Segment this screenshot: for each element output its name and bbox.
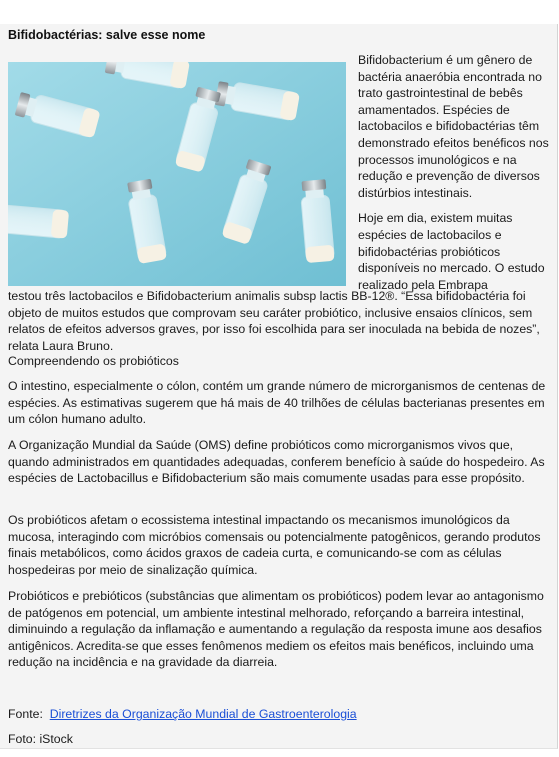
paragraph-colon-text: O intestino, especialmente o cólon, contém um grande número de microrganismos de centenas de espécies. As estimativas sugerem que há mais de 40 trilhões de células bacterianas presentes em um cólon humano adulto. — [8, 379, 546, 427]
paragraph-prebiotics — [8, 588, 549, 671]
paragraph-prebiotics-text: Probióticos e prebióticos (substâncias que alimentam os probióticos) podem levar ao antagonismo de patógenos em potencial, um ambiente intestinal melhorado, reforçando a barreira intestinal, diminuindo a regulação da inflamação e aumentando a regulação da resposta imune aos desafios antigênicos. Acredita-se que esses fenômenos mediem os efeitos mais benéficos, incluindo uma redução na incidência e na gravidade da diarreia. — [8, 589, 544, 670]
photo-credit — [8, 731, 549, 748]
paragraph-oms-text: A Organização Mundial da Saúde (OMS) define probióticos como microrganismos vivos que, quando administrados em quantidades adequadas, conferem benefício à saúde do hospedeiro. As espécies de Lactobacillus e Bifidobacterium são mais comumente usadas para esse propósito. — [8, 438, 545, 486]
article-panel — [0, 24, 558, 749]
side-column — [358, 52, 550, 293]
source-label: Fonte: — [8, 707, 43, 721]
article-title: Bifidobactérias: salve esse nome — [8, 28, 206, 42]
paragraph-ecosystem-text: Os probióticos afetam o ecossistema intestinal impactando os mecanismos imunológicos da mucosa, interagindo com micróbios comensais ou potencialmente patogênicos, gerando produtos finais metabólicos, como ácidos graxos de cadeia curta, e comunicando-se com as células hospedeiras por meio de sinalização química. — [8, 513, 541, 577]
paragraph-colon — [8, 378, 549, 428]
paragraph-ecosystem — [8, 512, 549, 578]
photo-credit-text: Foto: iStock — [8, 732, 73, 746]
section-heading — [8, 353, 549, 370]
paragraph-oms — [8, 437, 549, 487]
section-heading-text: Compreendendo os probióticos — [8, 354, 179, 368]
vials-photo — [8, 62, 346, 286]
paragraph-market: Hoje em dia, existem muitas espécies de lactobacilos e bifidobactérias probióticos disponíveis no mercado. O estudo realizado pela Embrapa — [358, 211, 545, 292]
paragraph-market-continued-text: testou três lactobacilos e Bifidobacterium animalis subsp lactis BB-12®. “Essa bifidobactéria foi objeto de muitos estudos que comprovam seu caráter probiótico, inclusive ensaios clínicos, sem relatos de efeitos adversos graves, por isso foi escolhida para ser inoculada na bebida de nozes”, relata Laura Bruno. — [8, 289, 540, 353]
source-line — [8, 706, 549, 723]
paragraph-intro: Bifidobacterium é um gênero de bactéria anaeróbia encontrada no trato gastrointestinal de bebês amamentados. Espécies de lactobacilos e bifidobactérias têm demonstrado efeitos benéficos nos processos imunológicos e na redução e prevenção de diversos distúrbios intestinais. — [358, 53, 549, 200]
source-link[interactable]: Diretrizes da Organização Mundial de Gastroenterologia — [49, 707, 357, 721]
paragraph-market-continued — [8, 288, 549, 354]
vials-photo-illustration — [8, 62, 346, 286]
